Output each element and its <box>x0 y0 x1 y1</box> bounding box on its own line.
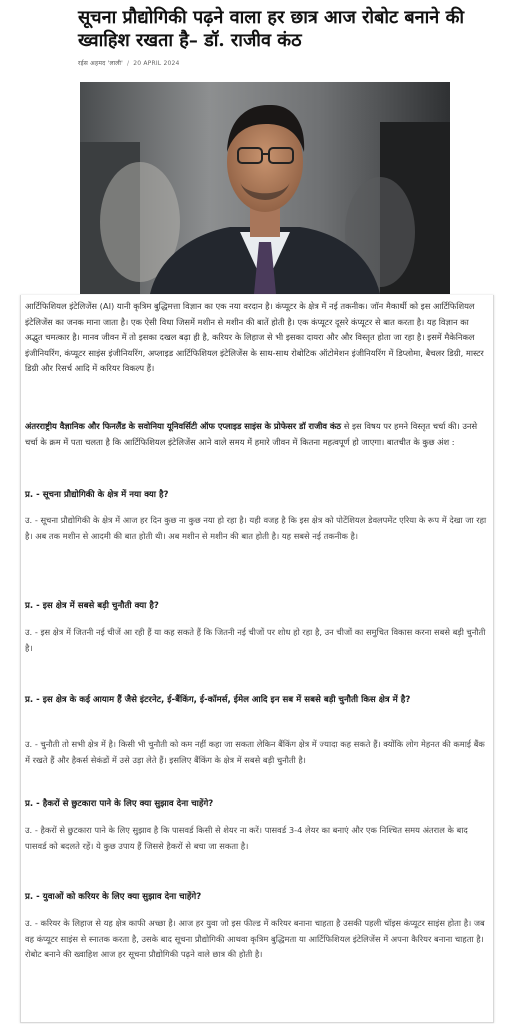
answer-1: उ. - सूचना प्रौद्योगिकी के क्षेत्र में आज हर दिन कुछ ना कुछ नया हो रहा है। यही वजह है कि इस क्षेत्र को पोटेंशियल डेवलपमेंट एरिया के रूप में देखा जा रहा है। अब तक मशीन से आदमी की बात होती थी। अब मशीन से मशीन की बात होती है। यह सबसे नई तकनीक है। <box>25 515 487 541</box>
answer-3: उ. - चुनौती तो सभी क्षेत्र में है। किसी भी चुनौती को कम नहीं कहा जा सकता लेकिन बैंकिंग क्षेत्र में ज्यादा कह सकते हैं। क्योंकि लोग मेहनत की कमाई बैंक में रखते हैं और हैकर्स सेकंडों में उसे उड़ा लेते हैं। इसलिए बैंकिंग के क्षेत्र में सबसे बड़ी चुनौती है। <box>25 739 485 765</box>
intro-paragraph: आर्टिफिशियल इंटेलिजेंस (AI) यानी कृत्रिम बुद्धिमत्ता विज्ञान का एक नया वरदान है। कंप्यूटर के क्षेत्र में नई तकनीक। जॉन मैकार्थी को इस आर्टिफिशियल इंटेलिजेंस का जनक माना जाता है। एक ऐसी विधा जिसमें मशीन से मशीन की बातें होती है। एक कंप्यूटर दूसरे कंप्यूटर से बात करता है। यह विज्ञान का अद्भुत चमत्कार है। मानव जीवन में तो इसका दखल बढ़ा ही है, करियर के लिहाज से भी इसका दायरा और और विस्तृत होता जा रहा है। इसमें मैकेनिकल इंजीनियरिंग, कंप्यूटर साइंस इंजीनियरिंग, अप्लाइड आर्टिफिशियल इंटेलिजेंस के साथ-साथ रोबोटिक ऑटोमेशन इंजीनियरिंग में डिप्लोमा, बैचलर डिग्री, मास्टर डिग्री और रिसर्च आदि में करियर विकल्प हैं। <box>25 301 484 374</box>
question-3: प्र. - इस क्षेत्र के कई आयाम हैं जैसे इंटरनेट, ई-बैंकिंग, ई-कॉमर्स, ईमेल आदि इन सब में सबसे बड़ी चुनौती किस क्षेत्र में है? <box>25 695 411 705</box>
portrait-photo <box>80 82 450 294</box>
headline: सूचना प्रौद्योगिकी पढ़ने वाला हर छात्र आज रोबोट बनाने की ख्वाहिश रखता है– डॉ. राजीव कंठ <box>78 7 465 51</box>
lead-rest: से इस विषय पर हमने विस्तृत चर्चा की। उनसे चर्चा के क्रम में पता चलता है कि आर्टिफिशियल इंटेलिजेंस आने वाले समय में हमारे जीवन में कितना महत्वपूर्ण हो जाएगा। बातचीत के कुछ अंश : <box>25 421 478 447</box>
lead-bold: अंतरराष्ट्रीय वैज्ञानिक और फिनलैंड के सवोनिया यूनिवर्सिटी ऑफ एप्लाइड साइंस के प्रोफेसर डॉ राजीव कंठ <box>25 421 342 431</box>
publish-date: 20 APRIL 2024 <box>133 60 180 67</box>
question-1: प्र. - सूचना प्रौद्योगिकी के क्षेत्र में नया क्या है? <box>25 490 169 500</box>
answer-2: उ. - इस क्षेत्र में जितनी नई चीजें आ रही हैं या कह सकते हैं कि जितनी नई चीजों पर शोध हो रहा है, उन चीजों का समुचित विकास करना सबसे बड़ी चुनौती है। <box>25 627 486 653</box>
article-body <box>20 295 494 1023</box>
answer-4: उ. - हैकरों से छुटकारा पाने के लिए सुझाव है कि पासवर्ड किसी से शेयर ना करें। पासवर्ड 3-4 लेयर का बनाएं और एक निश्चित समय अंतराल के बाद पासवर्ड को बदलते रहें। ये कुछ उपाय हैं जिससे हैकरों से बचा जा सकता है। <box>25 825 468 851</box>
byline-separator: / <box>126 60 130 67</box>
answer-5: उ. - करियर के लिहाज से यह क्षेत्र काफी अच्छा है। आज हर युवा जो इस फील्ड में करियर बनाना चाहता है उसकी पहली चॉइस कंप्यूटर साइंस होता है। जब वह कंप्यूटर साइंस से स्नातक करता है, उसके बाद सूचना प्रौद्योगिकी आथवा कृत्रिम बुद्धिमता या आर्टिफिशियल इंटेलिजेंस में अपना कैरियर बनाना चाहता है। रोबोट बनाने की ख्वाहिश आज हर सूचना प्रौद्योगिकी पढ़ने वाले छात्र की होती है। <box>25 918 485 960</box>
author-name[interactable]: रईस अहमद 'लाली' <box>78 60 123 67</box>
question-5: प्र. - युवाओं को करियर के लिए क्या सुझाव देना चाहेंगे? <box>25 892 202 902</box>
question-4: प्र. - हैकरों से छुटकारा पाने के लिए क्या सुझाव देना चाहेंगे? <box>25 799 214 809</box>
question-2: प्र. - इस क्षेत्र में सबसे बड़ी चुनौती क्या है? <box>25 601 159 611</box>
byline <box>78 59 180 67</box>
lead-paragraph <box>25 419 487 450</box>
article-header <box>0 0 510 300</box>
